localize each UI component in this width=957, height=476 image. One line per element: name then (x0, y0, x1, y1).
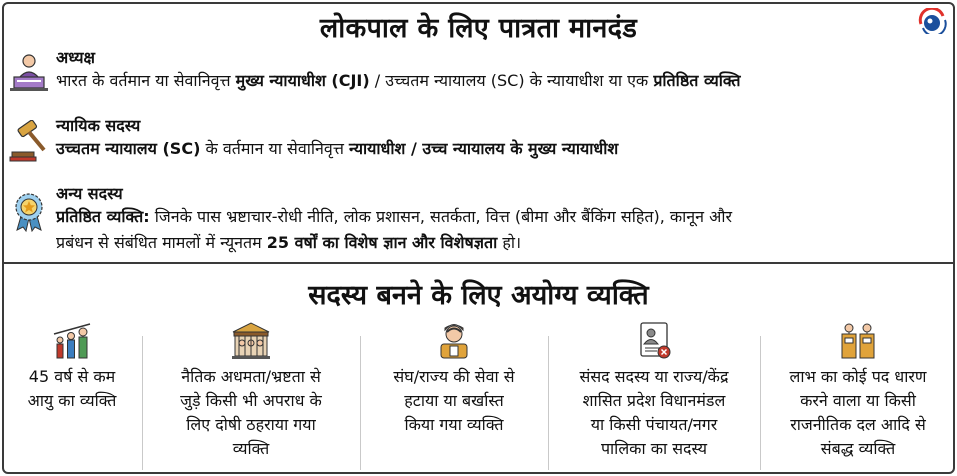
text-segment: / उच्चतम न्यायालय (SC) के न्यायाधीश या एक (369, 71, 654, 90)
criterion-other-members (8, 182, 948, 260)
criterion-body (56, 68, 741, 94)
criterion-heading: अध्यक्ष (56, 48, 95, 67)
text-segment: हो। (497, 233, 522, 252)
text-line: संघ/राज्य की सेवा से (393, 367, 515, 386)
text-segment: भारत के वर्तमान या सेवानिवृत्त (56, 71, 236, 90)
dismissed-officer-icon (432, 320, 476, 360)
award-badge-icon (8, 190, 50, 232)
column-separator (548, 336, 549, 470)
text-line: व्यक्ति (232, 439, 270, 458)
disqualification-text (8, 365, 136, 413)
brand-logo-icon (917, 8, 947, 34)
member-id-card-icon (632, 320, 676, 360)
disqualification-item-age (8, 320, 136, 413)
age-height-icon (50, 320, 94, 360)
criterion-heading: अन्य सदस्य (56, 184, 123, 203)
disqualification-item-legislature-member (552, 320, 756, 461)
criterion-body-line-1 (56, 204, 732, 230)
text-segment-bold: 25 वर्षों का विशेष ज्ञान और विशेषज्ञता (266, 233, 498, 252)
text-line: लाभ का कोई पद धारण (789, 367, 927, 386)
criterion-heading: न्यायिक सदस्य (56, 116, 141, 135)
text-line: संबद्ध व्यक्ति (820, 439, 896, 458)
text-segment: जिनके पास भ्रष्टाचार-रोधी नीति, लोक प्रशासन, सतर्कता, वित्त (बीमा और बैंकिंग सहित), कानून और (149, 207, 733, 226)
disqualification-text (366, 365, 542, 437)
disqualification-item-dismissed (366, 320, 542, 437)
gavel-icon (8, 120, 50, 162)
section-divider (2, 262, 955, 264)
text-line: या किसी पंचायत/नगर (590, 415, 718, 434)
prison-icon (229, 320, 273, 360)
text-line: संसद सदस्य या राज्य/केंद्र (579, 367, 729, 386)
political-podium-icon (836, 320, 880, 360)
disqualification-item-office-of-profit (766, 320, 950, 461)
criterion-judicial-member (8, 114, 948, 170)
disqualification-text (766, 365, 950, 461)
page-title: लोकपाल के लिए पात्रता मानदंड (319, 13, 638, 44)
text-segment-bold: न्यायाधीश / उच्च न्यायालय के मुख्य न्यायाधीश (348, 139, 619, 158)
text-segment: के वर्तमान या सेवानिवृत्त (200, 139, 349, 158)
disqualification-item-convicted (148, 320, 354, 461)
text-line: राजनीतिक दल आदि से (790, 415, 926, 434)
text-line: 45 वर्ष से कम (28, 367, 116, 386)
column-separator (142, 336, 143, 470)
text-segment: प्रबंधन से संबंधित मामलों में न्यूनतम (56, 233, 267, 252)
text-segment-bold: प्रतिष्ठित व्यक्ति: (56, 207, 150, 226)
text-line: नैतिक अधमता/भ्रष्टता से (181, 367, 321, 386)
column-separator (360, 336, 361, 470)
criterion-body (56, 136, 618, 162)
text-segment-bold: प्रतिष्ठित व्यक्ति (653, 71, 741, 90)
criterion-chairperson (8, 46, 948, 102)
chairperson-icon (8, 50, 50, 92)
column-separator (760, 336, 761, 470)
text-line: लिए दोषी ठहराया गया (186, 415, 316, 434)
text-line: पालिका का सदस्य (600, 439, 708, 458)
text-line: किया गया व्यक्ति (404, 415, 504, 434)
text-line: शासित प्रदेश विधानमंडल (582, 391, 726, 410)
text-line: करने वाला या किसी (800, 391, 916, 410)
text-segment-bold: उच्चतम न्यायालय (SC) (56, 139, 201, 158)
text-segment-bold: मुख्य न्यायाधीश (CJI) (235, 71, 370, 90)
disqualification-text (148, 365, 354, 461)
text-line: हटाया या बर्खास्त (404, 391, 504, 410)
text-line: आयु का व्यक्ति (27, 391, 117, 410)
disqualification-text (552, 365, 756, 461)
criterion-body-line-2 (56, 230, 521, 256)
section-title: सदस्य बनने के लिए अयोग्य व्यक्ति (308, 280, 649, 311)
text-line: जुड़े किसी भी अपराध के (180, 391, 322, 410)
